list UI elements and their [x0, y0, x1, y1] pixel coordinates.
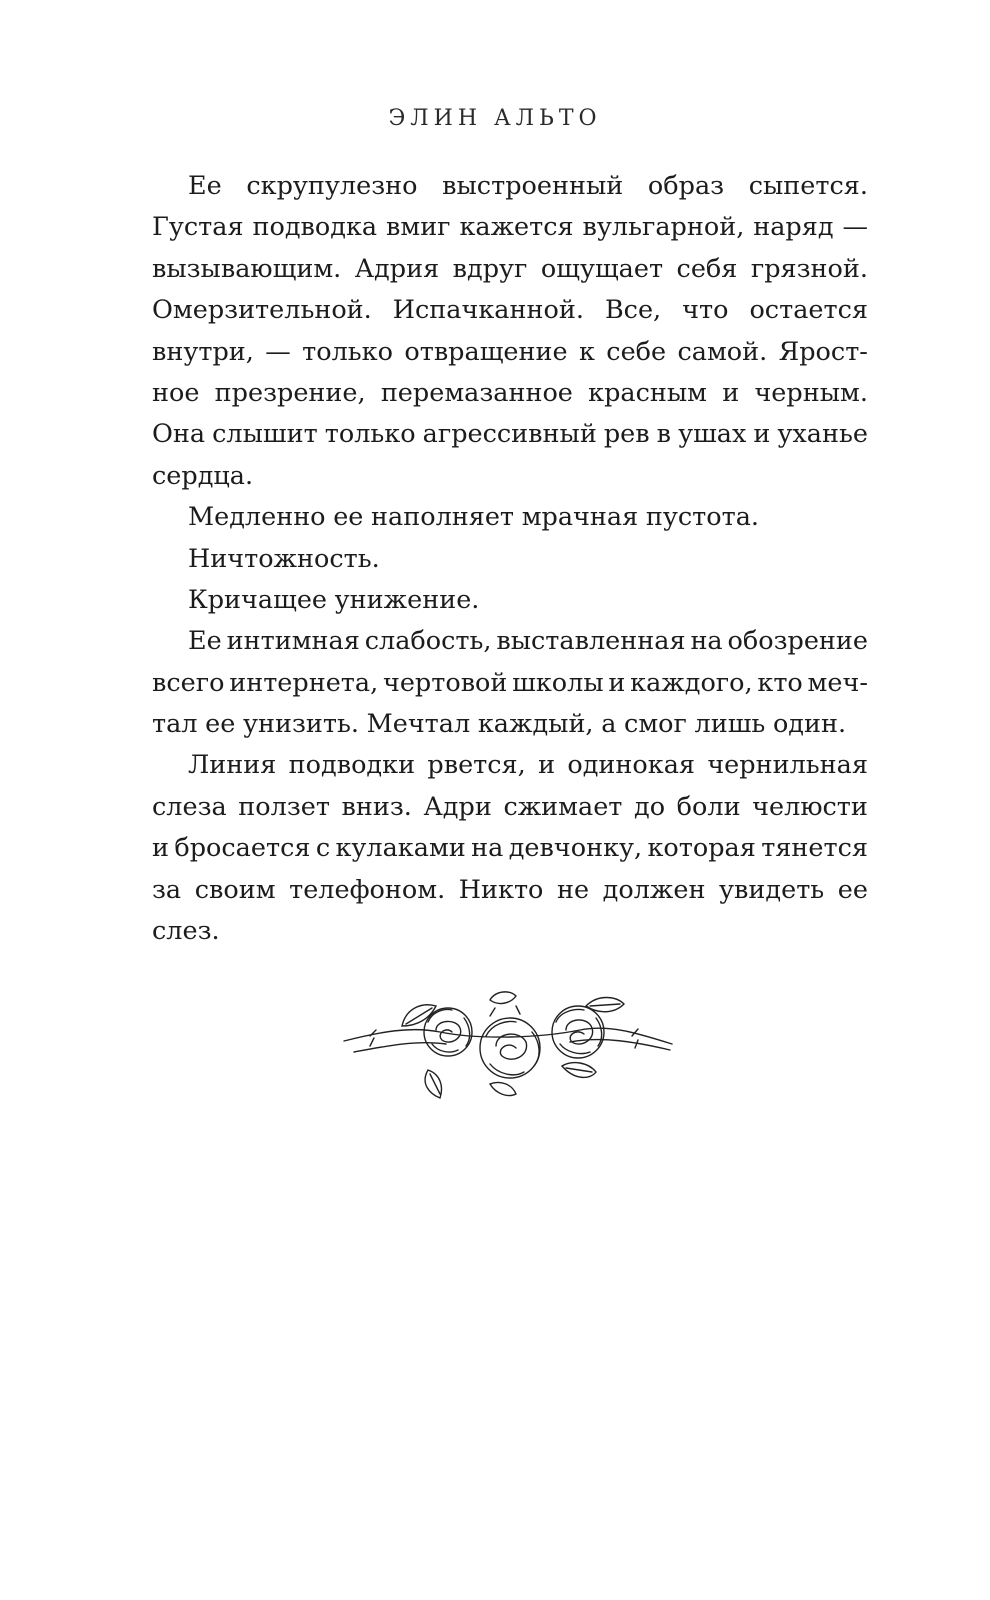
text-line: и бросается с кулаками на девчонку, которая тянется [152, 833, 868, 864]
text-line: Ее интимная слабость, выставленная на обозрение [188, 626, 868, 657]
text-line: внутри, — только отвращение к себе самой. Ярост- [152, 336, 868, 367]
text-line: Густая подводка вмиг кажется вульгарной, наряд — [152, 212, 868, 243]
text-line: Омерзительной. Испачканной. Все, что остается [152, 295, 868, 326]
text-line: Медленно ее наполняет мрачная пустота. [188, 502, 759, 533]
running-head: ЭЛИН АЛЬТО [388, 106, 602, 131]
text-line: слеза ползет вниз. Адри сжимает до боли челюсти [152, 791, 868, 822]
text-line: тал ее унизить. Мечтал каждый, а смог лишь один. [152, 709, 847, 740]
text-line: ное презрение, перемазанное красным и черным. [152, 377, 868, 408]
text-line: сердца. [152, 460, 254, 491]
text-line: всего интернета, чертовой школы и каждого, кто меч- [152, 667, 868, 698]
roses-with-barbed-wire-icon [340, 986, 676, 1106]
text-line: Кричащее унижение. [188, 584, 480, 615]
text-line: Ее скрупулезно выстроенный образ сыпется. [188, 171, 868, 201]
text-line: слез. [152, 916, 220, 947]
text-line: за своим телефоном. Никто не должен увидеть ее [152, 874, 868, 905]
text-line: Она слышит только агрессивный рев в ушах и уханье [152, 419, 868, 450]
body-text [152, 166, 868, 952]
text-line: Ничтожность. [188, 543, 380, 574]
text-line: вызывающим. Адрия вдруг ощущает себя грязной. [152, 253, 868, 284]
text-line: Линия подводки рвется, и одинокая чернильная [188, 750, 868, 781]
